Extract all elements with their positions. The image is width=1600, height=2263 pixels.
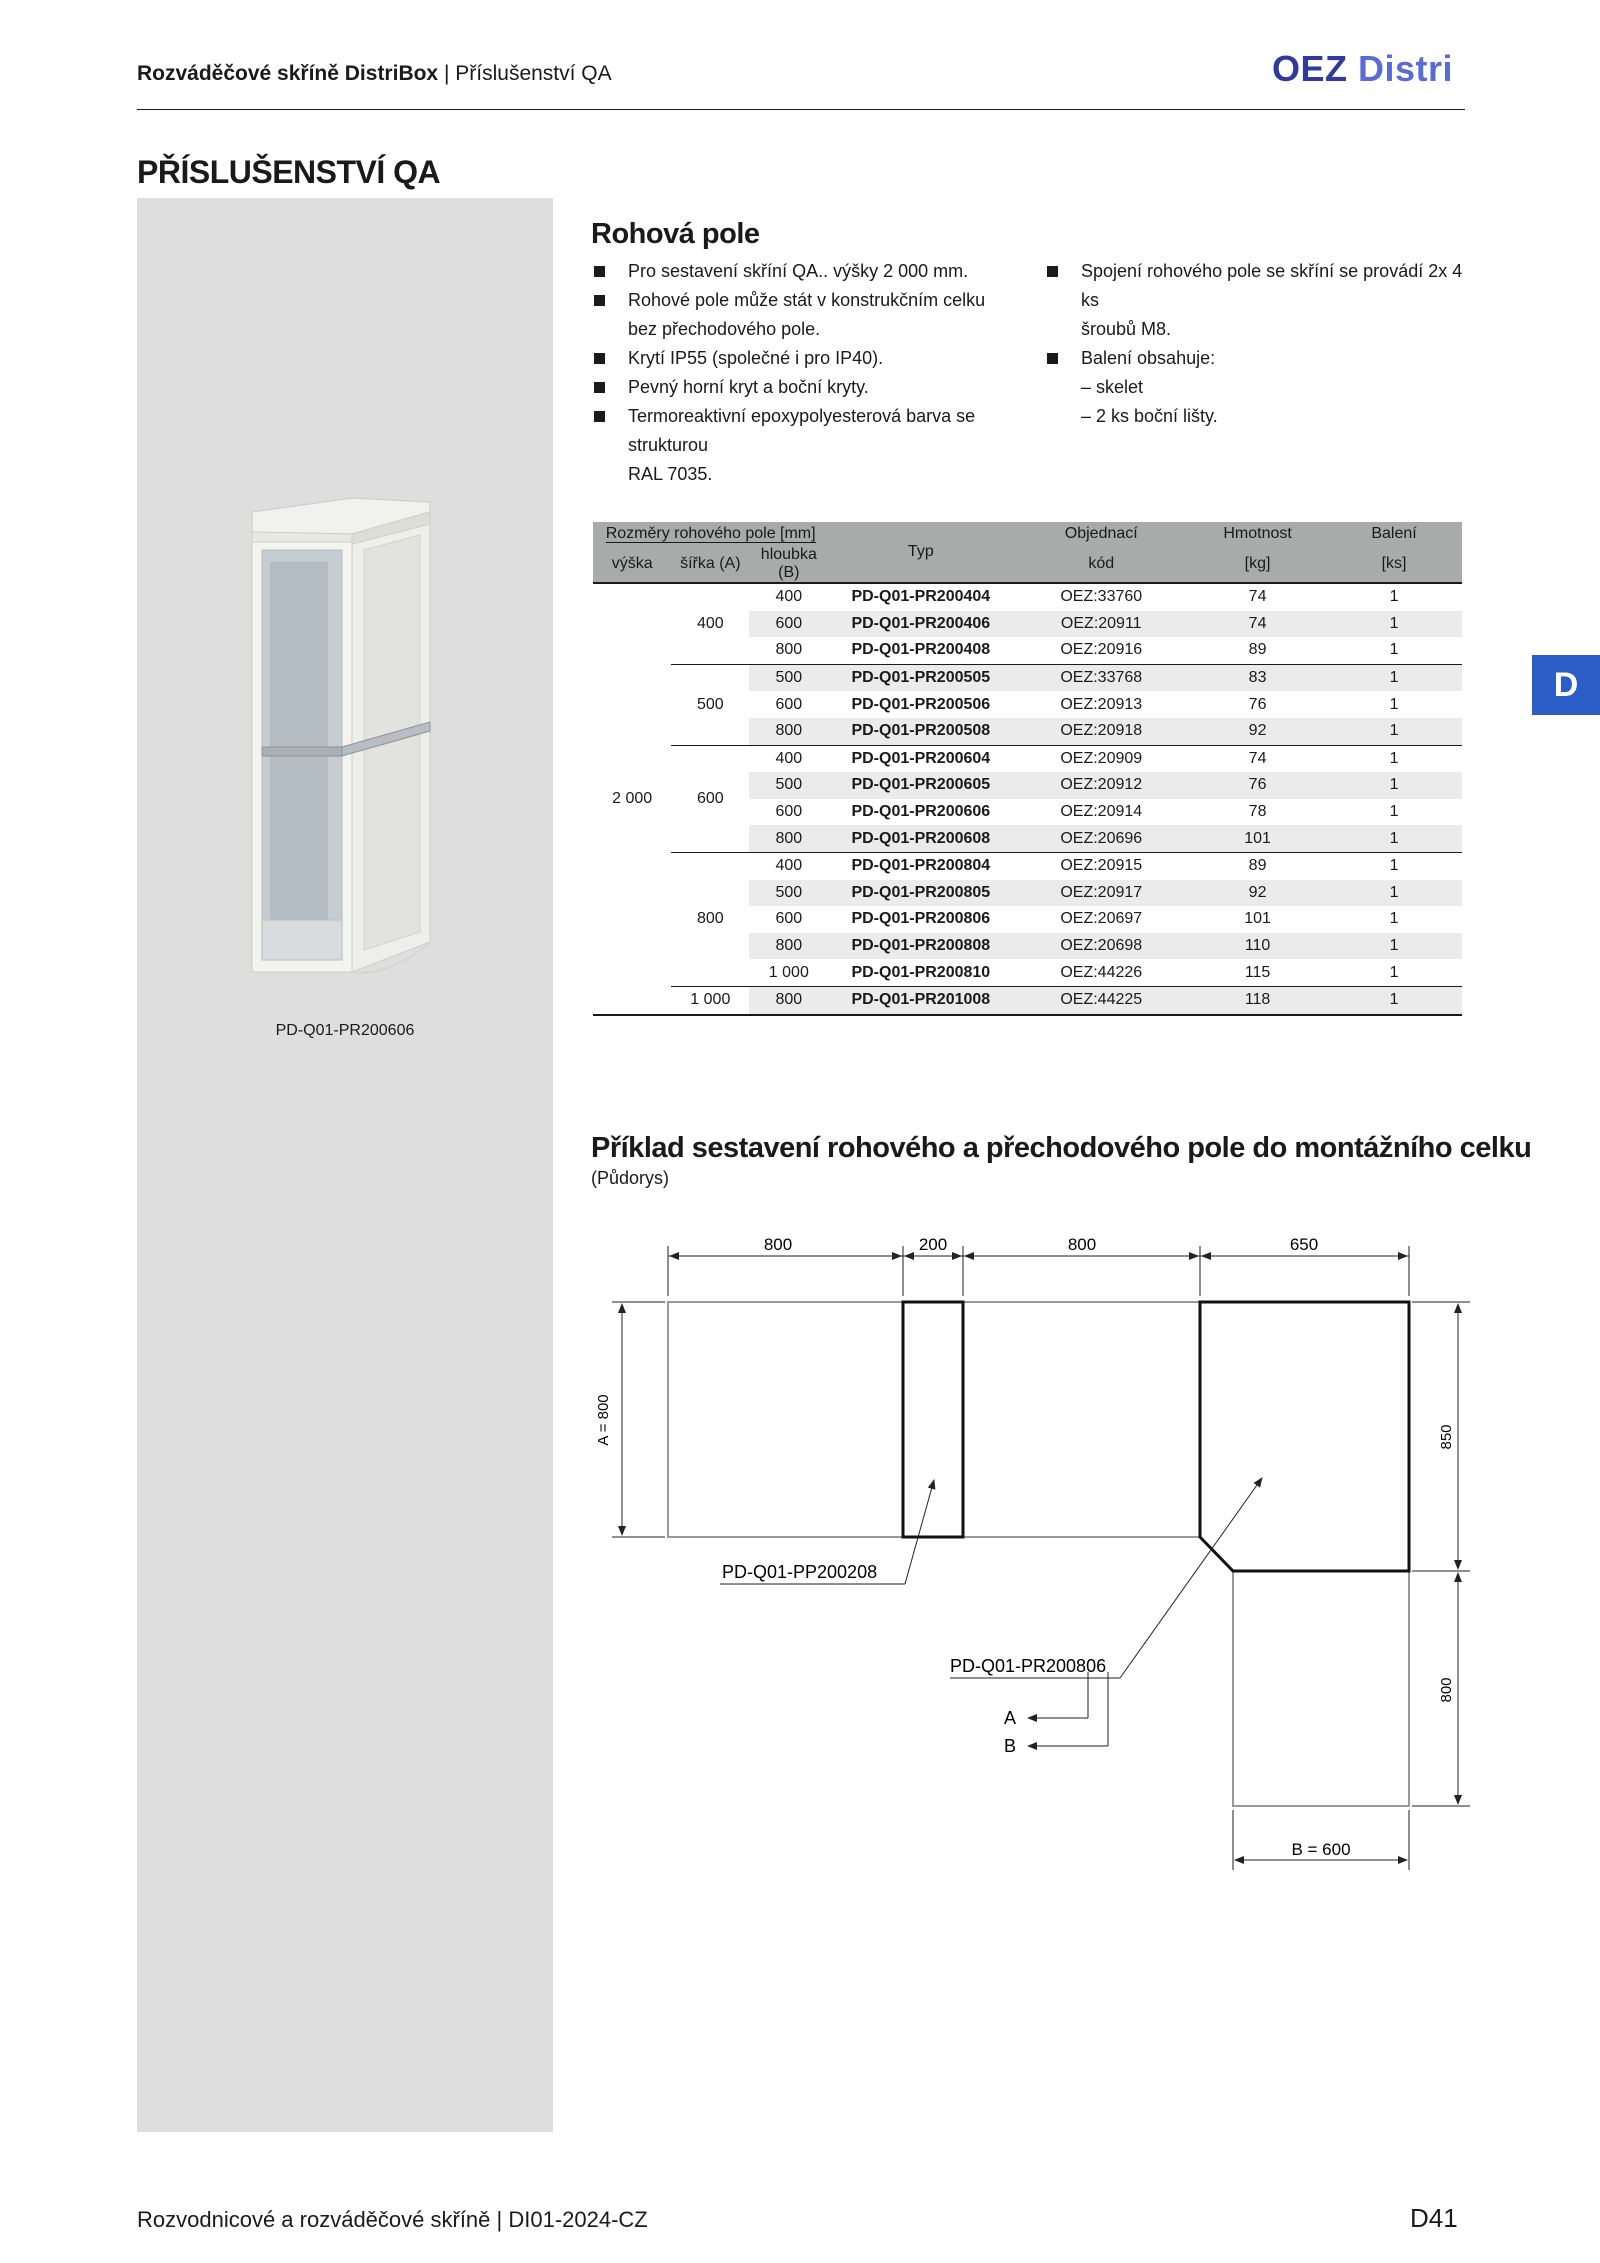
page-number: D41 bbox=[1410, 2203, 1458, 2233]
cell-typ: PD-Q01-PR200508 bbox=[828, 718, 1013, 745]
dim-left: A = 800 bbox=[595, 1394, 612, 1446]
label-a: A bbox=[1004, 1708, 1017, 1728]
footer-text: Rozvodnicové a rozváděčové skříně | DI01-2024-CZ bbox=[137, 2207, 648, 2232]
breadcrumb bbox=[137, 62, 612, 86]
th-hm-1: Hmotnost bbox=[1189, 522, 1326, 546]
cell-typ: PD-Q01-PR200808 bbox=[828, 933, 1013, 960]
cell-kod: OEZ:20915 bbox=[1013, 852, 1189, 879]
table-row bbox=[593, 852, 1462, 879]
features-list-right bbox=[1044, 257, 1474, 431]
cell-baleni: 1 bbox=[1389, 910, 1399, 928]
logo-distri: Distri bbox=[1358, 48, 1454, 89]
oez-distri-logo bbox=[1272, 48, 1453, 90]
th-kod-1: Objednací bbox=[1013, 522, 1189, 546]
list-item: Krytí IP55 (společné i pro IP40). bbox=[591, 344, 1021, 373]
logo-oez: OEZ bbox=[1272, 48, 1348, 89]
cell-typ: PD-Q01-PR200604 bbox=[828, 745, 1013, 772]
list-item: Pro sestavení skříní QA.. výšky 2 000 mm. bbox=[591, 257, 1021, 286]
cell-hloubka: 800 bbox=[749, 933, 828, 960]
cell-sirka: 1 000 bbox=[671, 986, 749, 1014]
cell-baleni: 1 bbox=[1326, 825, 1462, 852]
cell-baleni: 1 bbox=[1326, 986, 1462, 1014]
th-hloubka: hloubka (B) bbox=[749, 546, 828, 583]
cell-typ: PD-Q01-PR200606 bbox=[851, 803, 991, 821]
th-typ: Typ bbox=[828, 522, 1013, 583]
cell-typ: PD-Q01-PR200605 bbox=[828, 772, 1013, 799]
cell-kod: OEZ:20914 bbox=[1060, 803, 1143, 821]
cell-kod: OEZ:20918 bbox=[1013, 718, 1189, 745]
cell-hloubka: 400 bbox=[775, 588, 803, 606]
cell-kod: OEZ:33768 bbox=[1013, 664, 1189, 691]
cell-baleni: 1 bbox=[1389, 641, 1399, 659]
cell-hloubka: 400 bbox=[749, 852, 828, 879]
cell-hmotnost: 76 bbox=[1248, 695, 1267, 713]
cell-typ: PD-Q01-PR200805 bbox=[828, 880, 1013, 907]
features-list-left bbox=[591, 257, 1021, 489]
list-item: Termoreaktivní epoxypolyesterová barva se strukturou bbox=[591, 402, 1021, 460]
dim-top-1: 800 bbox=[763, 1235, 793, 1254]
cell-hloubka: 500 bbox=[749, 664, 828, 691]
table-row bbox=[593, 986, 1462, 1014]
cell-sirka: 500 bbox=[671, 664, 749, 745]
cell-sirka: 800 bbox=[671, 852, 749, 986]
cell-kod: OEZ:33760 bbox=[1060, 588, 1143, 606]
cell-kod: OEZ:20913 bbox=[1060, 695, 1143, 713]
cell-baleni: 1 bbox=[1326, 718, 1462, 745]
cell-kod: OEZ:44225 bbox=[1013, 986, 1189, 1014]
cell-typ: PD-Q01-PR200804 bbox=[828, 852, 1013, 879]
cell-hloubka: 600 bbox=[749, 611, 828, 638]
list-item: bez přechodového pole. bbox=[628, 319, 821, 339]
cell-hmotnost: 101 bbox=[1244, 910, 1271, 928]
diagram-subtitle: (Půdorys) bbox=[591, 1168, 670, 1188]
cell-hloubka: 600 bbox=[775, 803, 803, 821]
table-row bbox=[593, 745, 1462, 772]
cell-hmotnost: 74 bbox=[1248, 588, 1267, 606]
cell-kod: OEZ:20911 bbox=[1013, 611, 1189, 638]
cell-typ: PD-Q01-PR200810 bbox=[851, 963, 991, 981]
cell-hmotnost: 74 bbox=[1189, 611, 1326, 638]
bullet-square-icon bbox=[594, 411, 605, 422]
breadcrumb-section: Rozváděčové skříně DistriBox bbox=[137, 62, 439, 85]
breadcrumb-page: Příslušenství QA bbox=[455, 62, 612, 85]
dimensions-table bbox=[593, 522, 1462, 1016]
th-sirka: šířka (A) bbox=[671, 546, 749, 583]
list-item: Rohové pole může stát v konstrukčním celku bbox=[591, 286, 1021, 315]
bullet-square-icon bbox=[594, 266, 605, 277]
cell-baleni: 1 bbox=[1326, 745, 1462, 772]
th-bal-2: [ks] bbox=[1326, 546, 1462, 583]
cell-hmotnost: 89 bbox=[1248, 641, 1267, 659]
cell-hloubka: 600 bbox=[775, 695, 803, 713]
table-row bbox=[593, 583, 1462, 611]
list-item: šroubů M8. bbox=[1081, 319, 1172, 339]
list-item: Balení obsahuje: bbox=[1044, 344, 1474, 373]
cell-typ: PD-Q01-PR200806 bbox=[851, 910, 991, 928]
cabinet-image bbox=[240, 472, 440, 1012]
cell-hmotnost: 110 bbox=[1189, 933, 1326, 960]
cell-baleni: 1 bbox=[1326, 772, 1462, 799]
cell-hloubka: 500 bbox=[749, 772, 828, 799]
label-corner-field: PD-Q01-PR200806 bbox=[950, 1656, 1107, 1676]
dim-bottom: B = 600 bbox=[1291, 1840, 1351, 1859]
cell-hloubka: 500 bbox=[749, 880, 828, 907]
th-bal-1: Balení bbox=[1326, 522, 1462, 546]
cell-kod: OEZ:20909 bbox=[1013, 745, 1189, 772]
cell-hloubka: 800 bbox=[749, 718, 828, 745]
cell-kod: OEZ:20696 bbox=[1013, 825, 1189, 852]
page-title: PŘÍSLUŠENSTVÍ QA bbox=[137, 154, 441, 190]
cell-kod: OEZ:20917 bbox=[1013, 880, 1189, 907]
cell-baleni: 1 bbox=[1326, 664, 1462, 691]
cell-baleni: 1 bbox=[1389, 963, 1399, 981]
bullet-square-icon bbox=[1047, 266, 1058, 277]
cell-typ: PD-Q01-PR200408 bbox=[851, 641, 991, 659]
header-divider bbox=[137, 109, 1465, 110]
floor-plan-diagram bbox=[560, 1220, 1500, 1900]
cell-hmotnost: 76 bbox=[1189, 772, 1326, 799]
th-kod-2: kód bbox=[1013, 546, 1189, 583]
cell-hmotnost: 89 bbox=[1189, 852, 1326, 879]
dim-top-2: 200 bbox=[918, 1235, 948, 1254]
dim-right-top: 850 bbox=[1438, 1424, 1455, 1450]
cell-hmotnost: 118 bbox=[1189, 986, 1326, 1014]
cell-kod: OEZ:20698 bbox=[1013, 933, 1189, 960]
product-heading: Rohová pole bbox=[591, 218, 760, 250]
list-item: RAL 7035. bbox=[628, 464, 713, 484]
th-hm-2: [kg] bbox=[1189, 546, 1326, 583]
cell-kod: OEZ:20697 bbox=[1060, 910, 1143, 928]
cell-hmotnost: 101 bbox=[1189, 825, 1326, 852]
bullet-square-icon bbox=[1047, 353, 1058, 364]
cell-hloubka: 1 000 bbox=[768, 963, 809, 981]
cell-typ: PD-Q01-PR200406 bbox=[828, 611, 1013, 638]
section-tab: D bbox=[1532, 655, 1600, 715]
cell-sirka: 600 bbox=[671, 745, 749, 852]
cell-baleni: 1 bbox=[1389, 695, 1399, 713]
cell-vyska: 2 000 bbox=[612, 789, 653, 807]
bullet-square-icon bbox=[594, 295, 605, 306]
list-item: Pevný horní kryt a boční kryty. bbox=[591, 373, 1021, 402]
cell-baleni: 1 bbox=[1326, 880, 1462, 907]
cell-hmotnost: 92 bbox=[1189, 718, 1326, 745]
cell-hloubka: 800 bbox=[749, 986, 828, 1014]
bullet-square-icon bbox=[594, 382, 605, 393]
image-caption: PD-Q01-PR200606 bbox=[275, 1022, 415, 1039]
table-group-header: Rozměry rohového pole [mm] bbox=[593, 522, 828, 546]
cell-kod: OEZ:44226 bbox=[1060, 963, 1143, 981]
cell-baleni: 1 bbox=[1326, 852, 1462, 879]
cell-hmotnost: 78 bbox=[1248, 803, 1267, 821]
cell-typ: PD-Q01-PR200505 bbox=[828, 664, 1013, 691]
bullet-square-icon bbox=[594, 353, 605, 364]
cell-sirka: 400 bbox=[696, 614, 724, 632]
label-b: B bbox=[1004, 1736, 1017, 1756]
cell-hmotnost: 115 bbox=[1244, 963, 1271, 981]
cell-typ: PD-Q01-PR201008 bbox=[828, 986, 1013, 1014]
table-row bbox=[593, 664, 1462, 691]
cell-hloubka: 800 bbox=[749, 825, 828, 852]
breadcrumb-separator: | bbox=[443, 62, 456, 85]
dim-right-bottom: 800 bbox=[1438, 1677, 1455, 1703]
list-item: – 2 ks boční lišty. bbox=[1081, 406, 1218, 426]
cell-kod: OEZ:20916 bbox=[1060, 641, 1143, 659]
cell-hmotnost: 92 bbox=[1189, 880, 1326, 907]
cell-typ: PD-Q01-PR200506 bbox=[851, 695, 991, 713]
list-item: – skelet bbox=[1081, 377, 1144, 397]
dim-top-3: 800 bbox=[1067, 1235, 1097, 1254]
cell-baleni: 1 bbox=[1326, 933, 1462, 960]
cell-hloubka: 600 bbox=[775, 910, 803, 928]
cell-baleni: 1 bbox=[1389, 803, 1399, 821]
cell-baleni: 1 bbox=[1389, 588, 1399, 606]
cell-hloubka: 400 bbox=[749, 745, 828, 772]
cell-hmotnost: 74 bbox=[1189, 745, 1326, 772]
cell-hmotnost: 83 bbox=[1189, 664, 1326, 691]
cell-typ: PD-Q01-PR200608 bbox=[828, 825, 1013, 852]
cell-hloubka: 800 bbox=[775, 641, 803, 659]
cell-baleni: 1 bbox=[1326, 611, 1462, 638]
cell-typ: PD-Q01-PR200404 bbox=[851, 588, 991, 606]
th-vyska: výška bbox=[593, 546, 671, 583]
list-item: Spojení rohového pole se skříní se provádí 2x 4 ks bbox=[1044, 257, 1474, 315]
label-transition-field: PD-Q01-PP200208 bbox=[722, 1562, 878, 1582]
dim-top-4: 650 bbox=[1289, 1235, 1319, 1254]
diagram-title: Příklad sestavení rohového a přechodového pole do montážního celku bbox=[591, 1132, 1532, 1164]
cell-kod: OEZ:20912 bbox=[1013, 772, 1189, 799]
